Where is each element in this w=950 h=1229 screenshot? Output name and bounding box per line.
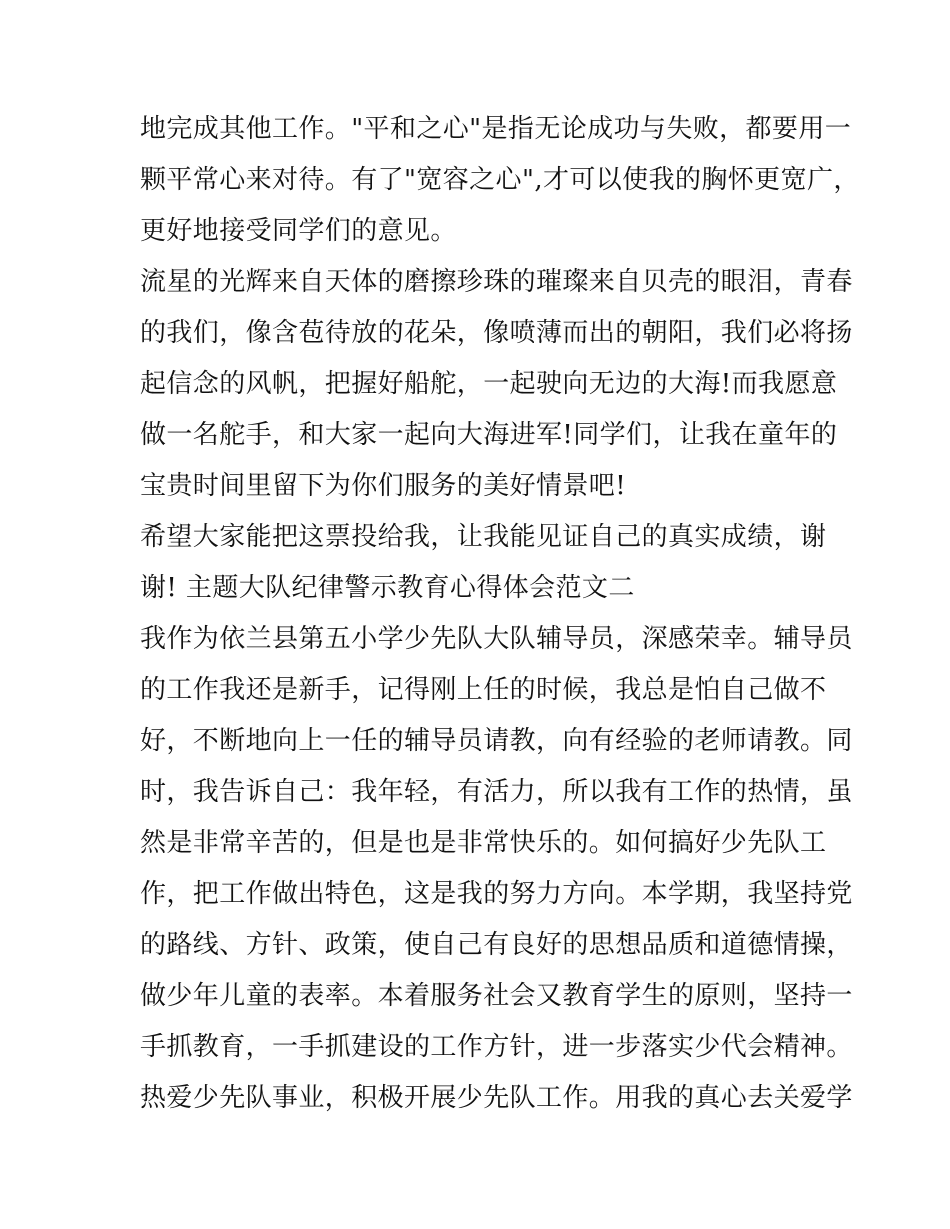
text-line: 作，把工作做出特色，这是我的努力方向。本学期，我坚持党 — [140, 879, 853, 909]
text-line: 好，不断地向上一任的辅导员请教，向有经验的老师请教。同 — [140, 726, 853, 756]
text-line: 手抓教育，一手抓建设的工作方针，进一步落实少代会精神。 — [140, 1032, 853, 1062]
text-line: 起信念的风帆，把握好船舵，一起驶向无边的大海!而我愿意 — [140, 369, 838, 399]
text-line: 做一名舵手，和大家一起向大海进军!同学们，让我在童年的 — [140, 420, 838, 450]
text-line: 我作为依兰县第五小学少先队大队辅导员，深感荣幸。辅导员 — [140, 624, 853, 654]
text-line: 希望大家能把这票投给我，让我能见证自己的真实成绩，谢 — [140, 522, 827, 552]
text-line: 的路线、方针、政策，使自己有良好的思想品质和道德情操， — [140, 930, 853, 960]
text-line: 谢! 主题大队纪律警示教育心得体会范文二 — [140, 573, 635, 603]
text-line: 流星的光辉来自天体的磨擦珍珠的璀璨来自贝壳的眼泪，青春 — [140, 267, 853, 297]
text-line: 更好地接受同学们的意见。 — [140, 216, 457, 246]
text-line: 宝贵时间里留下为你们服务的美好情景吧! — [140, 471, 627, 501]
text-line: 地完成其他工作。"平和之心"是指无论成功与失败，都要用一 — [140, 114, 852, 144]
text-line: 热爱少先队事业，积极开展少先队工作。用我的真心去关爱学 — [140, 1083, 853, 1113]
text-line: 然是非常辛苦的，但是也是非常快乐的。如何搞好少先队工 — [140, 828, 827, 858]
document-body — [140, 104, 860, 1124]
text-line: 的工作我还是新手，记得刚上任的时候，我总是怕自己做不 — [140, 675, 827, 705]
text-line: 时，我告诉自己：我年轻，有活力，所以我有工作的热情，虽 — [140, 777, 853, 807]
text-line: 做少年儿童的表率。本着服务社会又教育学生的原则，坚持一 — [140, 981, 853, 1011]
text-line: 颗平常心来对待。有了"宽容之心",才可以使我的胸怀更宽广， — [140, 165, 860, 195]
text-line: 的我们，像含苞待放的花朵，像喷薄而出的朝阳，我们必将扬 — [140, 318, 853, 348]
